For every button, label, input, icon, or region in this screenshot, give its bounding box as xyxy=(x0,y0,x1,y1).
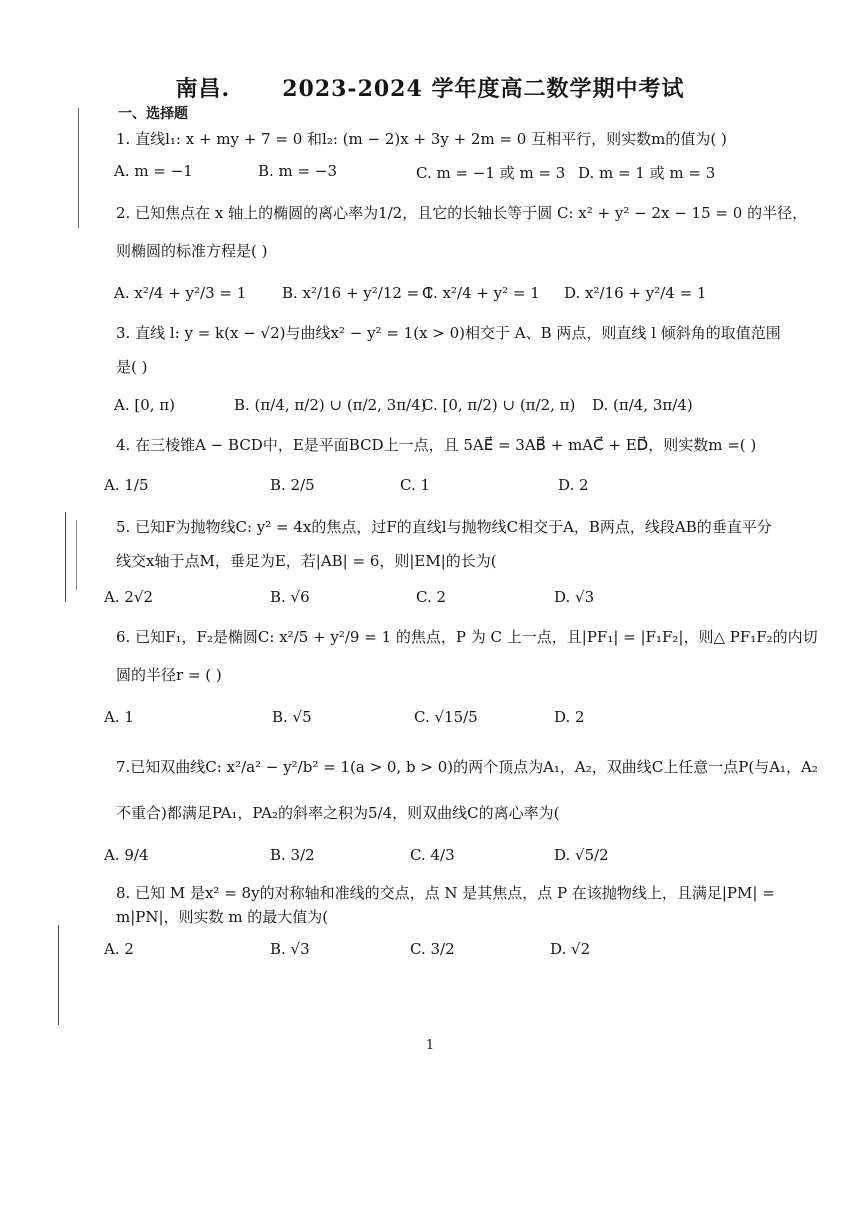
option-c: C. 2 xyxy=(416,588,447,606)
option-a: A. 1 xyxy=(104,708,134,726)
option-b: B. √3 xyxy=(270,940,310,958)
question-5-line-2: 线交x轴于点M，垂足为E，若|AB| = 6，则|EM|的长为( xyxy=(116,552,497,570)
option-c: C. [0, π/2) ∪ (π/2, π) xyxy=(422,396,576,414)
question-2-line-2: 则椭圆的标准方程是( ) xyxy=(116,242,268,260)
scan-mark xyxy=(65,512,66,602)
question-3-line-2: 是( ) xyxy=(116,358,148,376)
question-2-options xyxy=(104,284,804,308)
option-b: B. 3/2 xyxy=(270,846,315,864)
option-c: C. 1 xyxy=(400,476,431,494)
question-8-options xyxy=(104,940,804,964)
option-c: C. x²/4 + y² = 1 xyxy=(422,284,540,302)
question-8-line-1: 8. 已知 M 是x² = 8y的对称轴和准线的交点，点 N 是其焦点，点 P 在该抛物线上，且满足|PM| = xyxy=(116,884,775,902)
option-b: B. x²/16 + y²/12 = 1 xyxy=(282,284,434,302)
option-a: A. m = −1 xyxy=(114,162,193,180)
question-1-options xyxy=(104,162,804,186)
scan-mark xyxy=(78,108,79,228)
question-6-options xyxy=(104,708,804,732)
option-a: A. 2√2 xyxy=(104,588,154,606)
question-3-options xyxy=(104,396,804,420)
question-4-line-1: 4. 在三棱锥A − BCD中，E是平面BCD上一点，且 5AE⃗ = 3AB⃗ + mAC⃗ + ED⃗，则实数m =( ) xyxy=(116,436,757,454)
option-a: A. x²/4 + y²/3 = 1 xyxy=(114,284,247,302)
option-b: B. m = −3 xyxy=(258,162,337,180)
option-b: B. √6 xyxy=(270,588,310,606)
option-d: D. (π/4, 3π/4) xyxy=(592,396,693,414)
title-city: 南昌. xyxy=(175,76,231,102)
option-d: D. m = 1 或 m = 3 xyxy=(578,164,716,182)
question-1-line-1: 1. 直线l₁: x + my + 7 = 0 和l₂: (m − 2)x + 3y + 2m = 0 互相平行，则实数m的值为( ) xyxy=(116,130,727,148)
option-d: D. √2 xyxy=(550,940,591,958)
page-number: 1 xyxy=(425,1038,435,1053)
question-5-options xyxy=(104,588,804,612)
option-a: A. 2 xyxy=(104,940,134,958)
option-d: D. √5/2 xyxy=(554,846,609,864)
option-a: A. 9/4 xyxy=(104,846,149,864)
option-d: D. 2 xyxy=(554,708,585,726)
question-5-line-1: 5. 已知F为抛物线C: y² = 4x的焦点，过F的直线l与抛物线C相交于A，B两点，线段AB的垂直平分 xyxy=(116,518,772,536)
option-b: B. (π/4, π/2) ∪ (π/2, 3π/4) xyxy=(234,396,427,414)
option-d: D. 2 xyxy=(558,476,589,494)
option-a: A. 1/5 xyxy=(104,476,149,494)
option-b: B. 2/5 xyxy=(270,476,315,494)
question-4-options xyxy=(104,476,804,500)
option-b: B. √5 xyxy=(272,708,312,726)
question-6-line-2: 圆的半径r = ( ) xyxy=(116,666,222,684)
scan-mark xyxy=(58,925,59,1025)
question-7-options xyxy=(104,846,804,870)
question-8-line-2: m|PN|，则实数 m 的最大值为( xyxy=(116,908,329,926)
question-7-line-1: 7.已知双曲线C: x²/a² − y²/b² = 1(a > 0, b > 0)的两个顶点为A₁，A₂，双曲线C上任意一点P(与A₁，A₂ xyxy=(116,758,818,776)
question-2-line-1: 2. 已知焦点在 x 轴上的椭圆的离心率为1/2，且它的长轴长等于圆 C: x² + y² − 2x − 15 = 0 的半径， xyxy=(116,204,808,222)
section-heading: 一、选择题 xyxy=(118,106,188,122)
option-c: C. √15/5 xyxy=(414,708,478,726)
option-c: C. m = −1 或 m = 3 xyxy=(416,164,566,182)
page-title xyxy=(0,72,860,103)
option-a: A. [0, π) xyxy=(114,396,176,414)
question-6-line-1: 6. 已知F₁，F₂是椭圆C: x²/5 + y²/9 = 1 的焦点，P 为 C 上一点，且|PF₁| = |F₁F₂|，则△ PF₁F₂的内切 xyxy=(116,628,818,646)
scan-mark xyxy=(76,520,77,590)
question-3-line-1: 3. 直线 l: y = k(x − √2)与曲线x² − y² = 1(x > 0)相交于 A、B 两点，则直线 l 倾斜角的取值范围 xyxy=(116,324,781,342)
option-c: C. 3/2 xyxy=(410,940,455,958)
option-d: D. x²/16 + y²/4 = 1 xyxy=(564,284,707,302)
option-d: D. √3 xyxy=(554,588,595,606)
option-c: C. 4/3 xyxy=(410,846,455,864)
title-exam: 2023-2024 学年度高二数学期中考试 xyxy=(282,76,685,102)
question-7-line-2: 不重合)都满足PA₁，PA₂的斜率之积为5/4，则双曲线C的离心率为( xyxy=(116,804,560,822)
